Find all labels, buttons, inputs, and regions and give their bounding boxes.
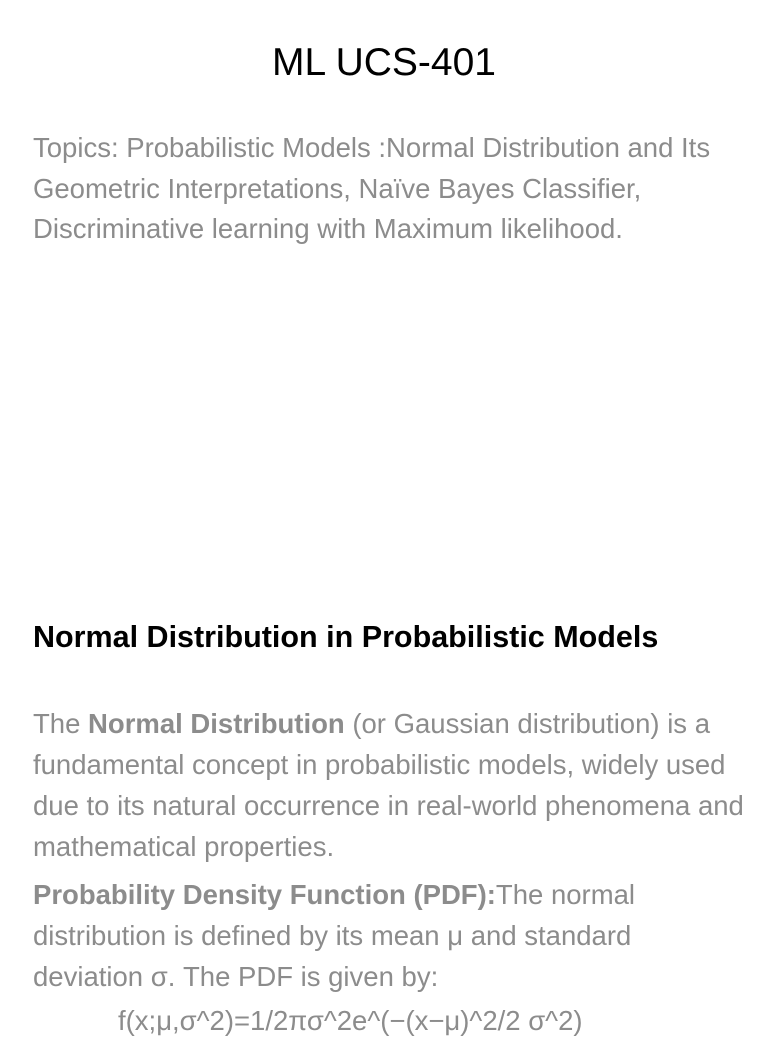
topics-text: Topics: Probabilistic Models :Normal Distribution and Its Geometric Interpretations, Naïve Bayes Classifier, Discriminative learning with Maximum likelihood. xyxy=(33,132,711,244)
pdf-term: Probability Density Function (PDF): xyxy=(33,879,496,910)
pdf-rest: The normal distribution is defined by its mean μ and standard deviation σ. The PDF is given by: xyxy=(33,879,636,992)
para-prefix: The xyxy=(33,708,89,739)
slide-title: ML UCS-401 xyxy=(272,41,496,84)
normal-distribution-paragraph xyxy=(33,703,748,867)
section-heading: Normal Distribution in Probabilistic Models xyxy=(33,620,659,654)
pdf-formula: f(x;μ,σ^2)=1/2πσ^2e^(−(x−μ)^2/2 σ^2) xyxy=(118,1005,583,1036)
para-rest: (or Gaussian distribution) is a fundamental concept in probabilistic models, widely used due to its natural occurrence in real-world phenomena and mathematical properties. xyxy=(33,708,744,862)
pdf-paragraph xyxy=(33,874,748,997)
normal-distribution-term: Normal Distribution xyxy=(88,708,345,739)
